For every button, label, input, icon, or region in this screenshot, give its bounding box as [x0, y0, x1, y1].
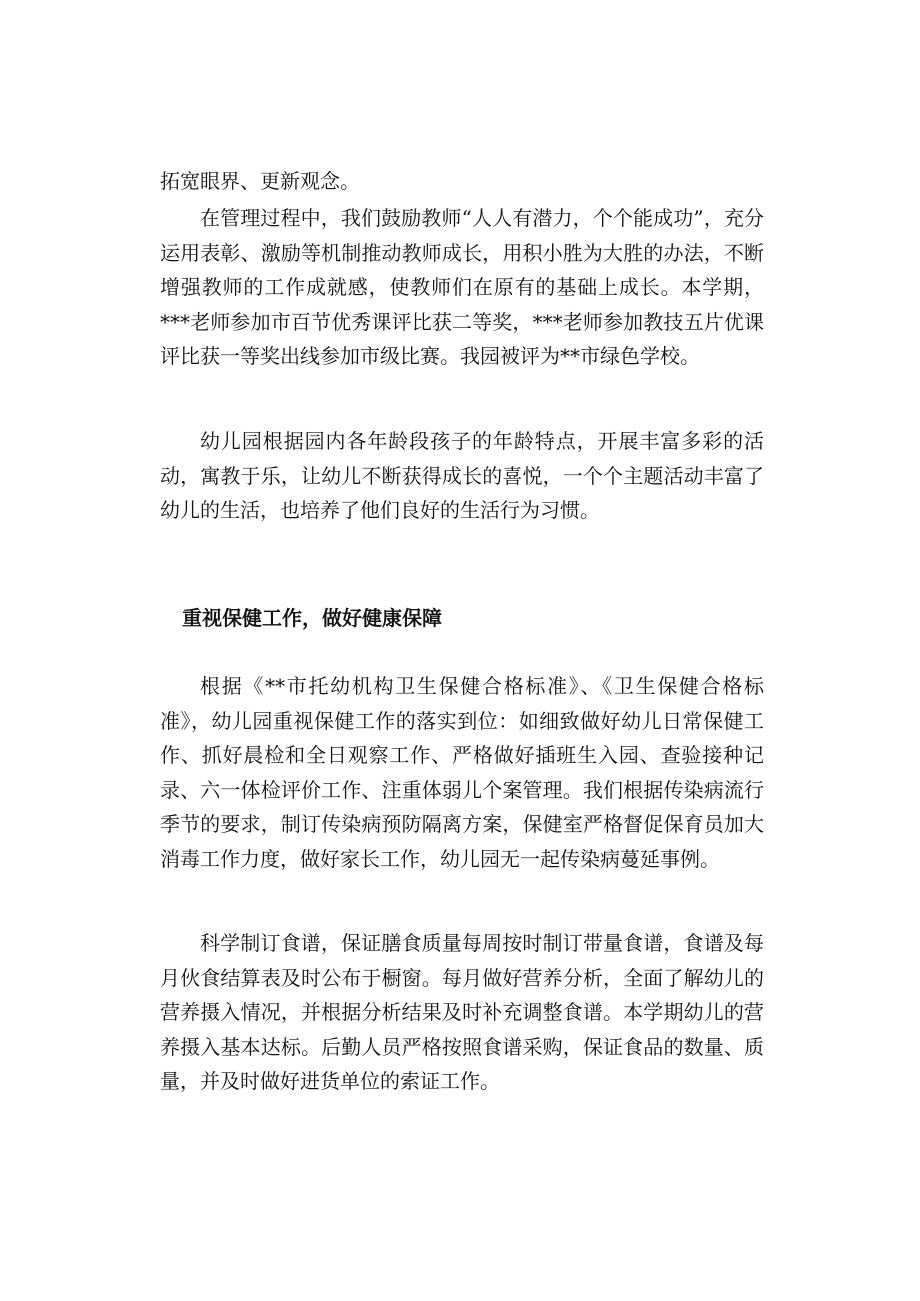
paragraph-management: 在管理过程中，我们鼓励教师“人人有潜力，个个能成功”，充分运用表彰、激励等机制推动教师成长，用积小胜为大胜的办法，不断增强教师的工作成就感，使教师们在原有的基础上成长。本学期，***老师参加市百节优秀课评比获二等奖，***老师参加教技五片优课评比获一等奖出线参加市级比赛。我园被评为**市绿色学校。 — [160, 206, 764, 368]
section-heading-health: 重视保健工作，做好健康保障 — [182, 606, 442, 630]
paragraph-continuation: 拓宽眼界、更新观念。 — [160, 169, 360, 193]
paragraph-health-care: 根据《**市托幼机构卫生保健合格标准》、《卫生保健合格标准》，幼儿园重视保健工作的落实到位：如细致做好幼儿日常保健工作、抓好晨检和全日观察工作、严格做好插班生入园、查验接种记录、六一体检评价工作、注重体弱儿个案管理。我们根据传染病流行季节的要求，制订传染病预防隔离方案，保健室严格督促保育员加大消毒工作力度，做好家长工作，幼儿园无一起传染病蔓延事例。 — [160, 674, 764, 871]
paragraph-activities: 幼儿园根据园内各年龄段孩子的年龄特点，开展丰富多彩的活动，寓教于乐，让幼儿不断获得成长的喜悦，一个个主题活动丰富了幼儿的生活，也培养了他们良好的生活行为习惯。 — [160, 429, 764, 522]
paragraph-nutrition: 科学制订食谱，保证膳食质量每周按时制订带量食谱，食谱及每月伙食结算表及时公布于橱窗。每月做好营养分析，全面了解幼儿的营养摄入情况，并根据分析结果及时补充调整食谱。本学期幼儿的营养摄入基本达标。后勤人员严格按照食谱采购，保证食品的数量、质量，并及时做好进货单位的索证工作。 — [160, 931, 764, 1093]
